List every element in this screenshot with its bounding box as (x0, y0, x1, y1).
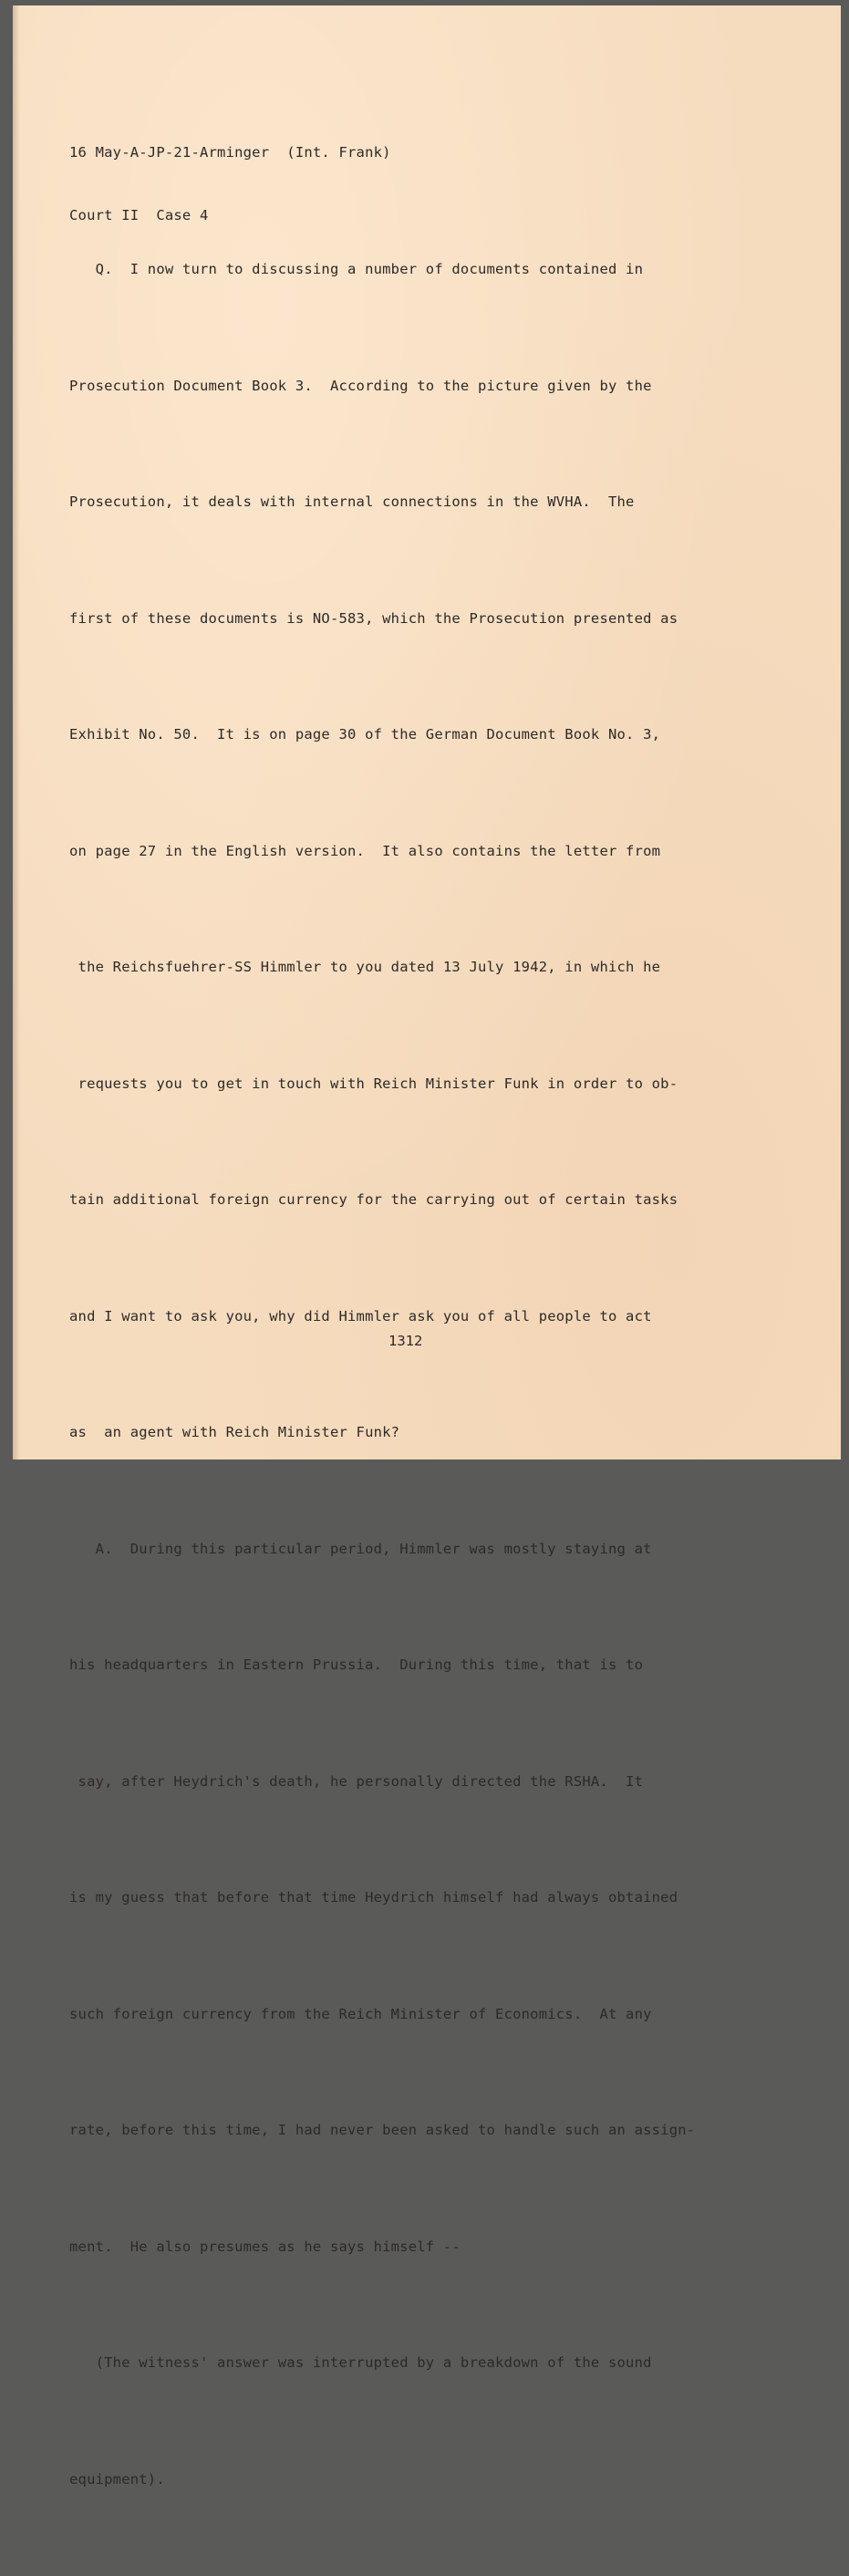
transcript-line: the Reichsfuehrer-SS Himmler to you dated 13 July 1942, in which he (69, 959, 661, 975)
transcript-line: such foreign currency from the Reich Minister of Economics. At any (69, 2005, 652, 2022)
transcript-line: is my guess that before that time Heydrich himself had always obtained (69, 1889, 678, 1906)
transcript-line: ment. He also presumes as he says himself -- (69, 2238, 461, 2255)
transcript-line: Exhibit No. 50. It is on page 30 of the German Document Book No. 3, (69, 726, 661, 743)
torn-left-edge (13, 5, 20, 1459)
transcript-body (69, 172, 695, 2576)
transcript-line: A. During this particular period, Himmler was mostly staying at (69, 1540, 652, 1557)
transcript-line: his headquarters in Eastern Prussia. During this time, that is to (69, 1657, 644, 1673)
transcript-line: Prosecution, it deals with internal connections in the WVHA. The (69, 493, 635, 510)
transcript-line: equipment). (69, 2470, 165, 2488)
document-page (13, 5, 841, 2488)
transcript-line: on page 27 in the English version. It also contains the letter from (69, 842, 661, 859)
transcript-line: requests you to get in touch with Reich Minister Funk in order to ob- (69, 1075, 678, 1092)
transcript-line: first of these documents is NO-583, which the Prosecution presented as (69, 609, 678, 627)
transcript-line: Prosecution Document Book 3. According to the picture given by the (69, 377, 652, 394)
page-number: 1312 (388, 1333, 423, 1349)
transcript-line: Q. I now turn to discussing a number of documents contained in (69, 261, 644, 277)
transcript-line: (The witness' answer was interrupted by a breakdown of the sound (69, 2354, 652, 2371)
header-court-line: Court II Case 4 (69, 207, 209, 223)
header-session-line: 16 May-A-JP-21-Arminger (Int. Frank) (69, 144, 391, 161)
transcript-line: and I want to ask you, why did Himmler ask you of all people to act (69, 1307, 652, 1324)
transcript-line: as an agent with Reich Minister Funk? (69, 1424, 400, 1440)
transcript-line: say, after Heydrich's death, he personally directed the RSHA. It (69, 1772, 644, 1790)
transcript-line: rate, before this time, I had never been asked to handle such an assign- (69, 2122, 696, 2138)
transcript-line: tain additional foreign currency for the carrying out of certain tasks (69, 1191, 678, 1208)
